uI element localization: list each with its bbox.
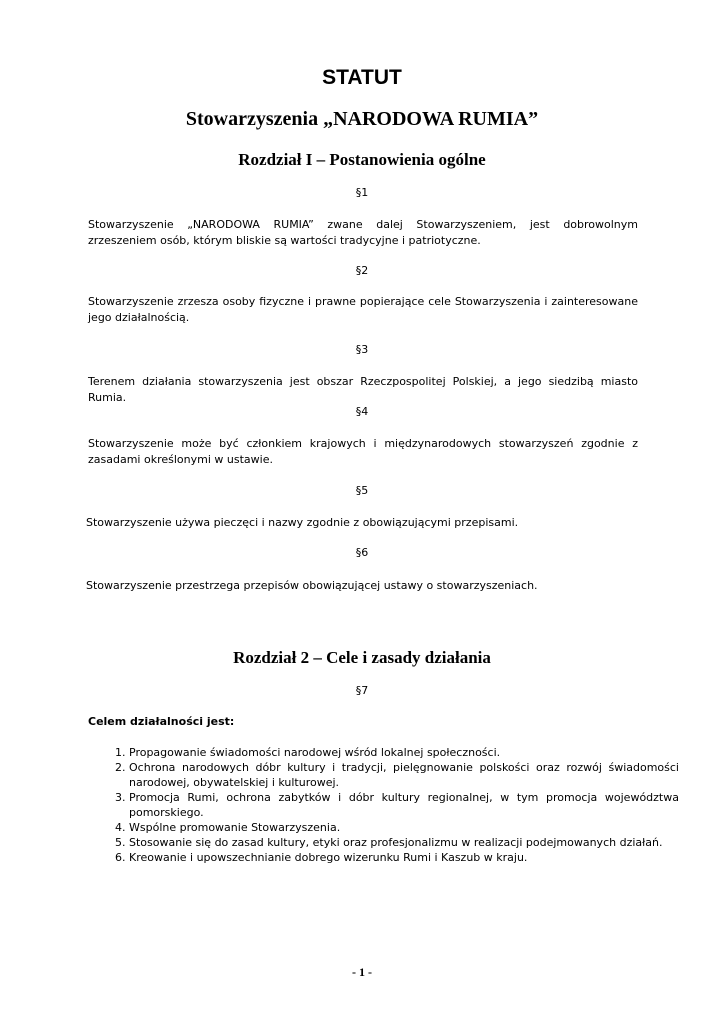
section-lead: Celem działalności jest: — [88, 715, 235, 728]
list-item: 2. Ochrona narodowych dóbr kultury i tradycji, pielęgnowanie polskości oraz rozwój świadomości narodowej, obywatelskiej i kulturowej. — [129, 760, 679, 790]
list-item: 5. Stosowanie się do zasad kultury, etyki oraz profesjonalizmu w realizacji podejmowanych działań. — [129, 835, 679, 850]
section-mark: §1 — [355, 186, 369, 199]
section-mark: §4 — [355, 405, 369, 418]
section-mark: §2 — [355, 264, 369, 277]
section-text: Stowarzyszenie może być członkiem krajowych i międzynarodowych stowarzyszeń zgodnie z zasadami określonymi w ustawie. — [88, 437, 638, 466]
section-text: Stowarzyszenie „NARODOWA RUMIA” zwane dalej Stowarzyszeniem, jest dobrowolnym zrzeszeniem osób, którym bliskie są wartości tradycyjne i patriotyczne. — [88, 218, 638, 247]
section-mark: §7 — [355, 684, 369, 697]
section-text: Stowarzyszenie przestrzega przepisów obowiązującej ustawy o stowarzyszeniach. — [86, 579, 538, 592]
section-text: Terenem działania stowarzyszenia jest obszar Rzeczpospolitej Polskiej, a jego siedzibą miasto Rumia. — [88, 375, 638, 404]
goals-list — [88, 745, 679, 865]
section-mark: §5 — [355, 484, 369, 497]
list-item: 6. Kreowanie i upowszechnianie dobrego wizerunku Rumi i Kaszub w kraju. — [129, 850, 679, 865]
document-title: STATUT — [322, 66, 402, 89]
chapter-1-heading: Rozdział I – Postanowienia ogólne — [238, 150, 486, 169]
section-text: Stowarzyszenie używa pieczęci i nazwy zgodnie z obowiązującymi przepisami. — [86, 516, 519, 529]
page-number: - 1 - — [352, 965, 372, 979]
list-item: 1. Propagowanie świadomości narodowej wśród lokalnej społeczności. — [129, 745, 679, 760]
list-item: 4. Wspólne promowanie Stowarzyszenia. — [129, 820, 679, 835]
section-mark: §6 — [355, 546, 369, 559]
section-text: Stowarzyszenie zrzesza osoby fizyczne i prawne popierające cele Stowarzyszenia i zainteresowane jego działalnością. — [88, 295, 638, 324]
list-item: 3. Promocja Rumi, ochrona zabytków i dóbr kultury regionalnej, w tym promocja województwa pomorskiego. — [129, 790, 679, 820]
chapter-2-heading: Rozdział 2 – Cele i zasady działania — [233, 648, 491, 667]
section-mark: §3 — [355, 343, 369, 356]
document-subtitle: Stowarzyszenia „NARODOWA RUMIA” — [185, 108, 539, 130]
